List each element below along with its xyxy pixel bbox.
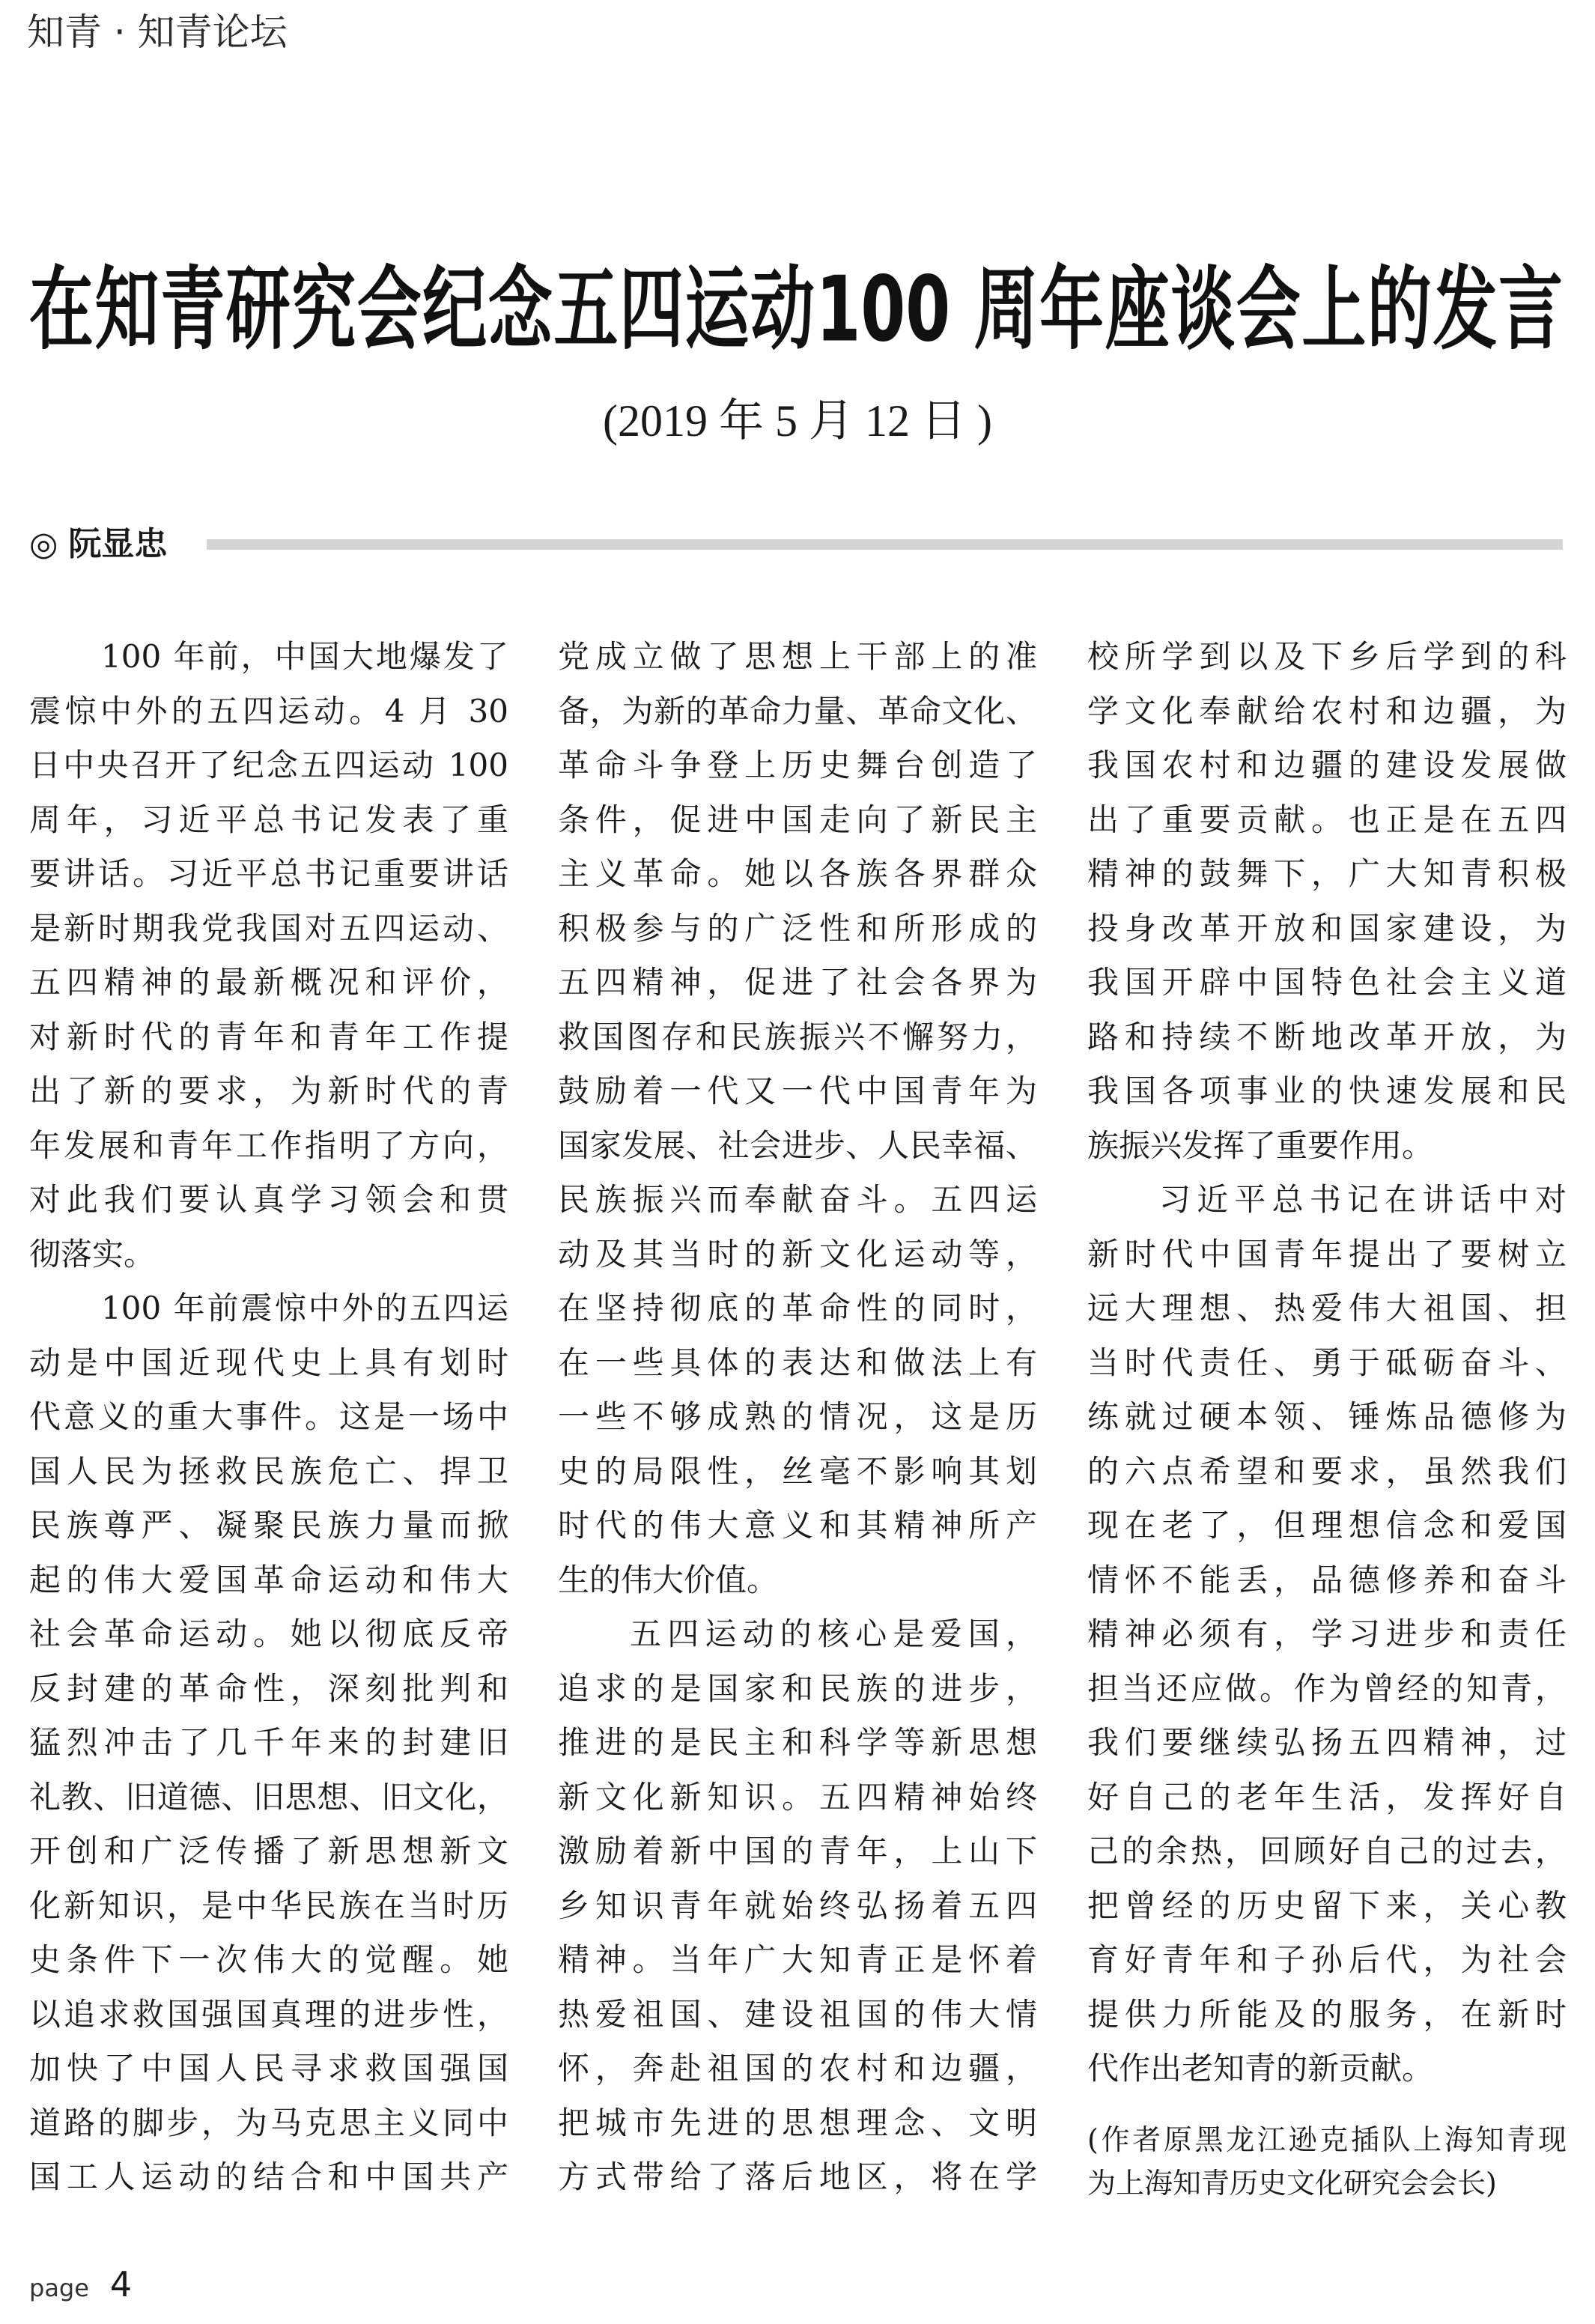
body-line: 以追求救国强国真理的进步性， <box>29 1995 508 2033</box>
body-line: 在一些具体的表达和做法上有 <box>558 1344 1037 1381</box>
body-line: 国工人运动的结合和中国共产 <box>29 2158 508 2195</box>
body-line: 族振兴发挥了重要作用。 <box>1087 1126 1434 1164</box>
body-line: 我国农村和边疆的建设发展做 <box>1087 747 1567 783</box>
body-line: 化新知识，是中华民族在当时历 <box>29 1887 508 1924</box>
body-line: 把曾经的历史留下来，关心教 <box>1087 1887 1567 1924</box>
body-line: 新时代中国青年提出了要树立 <box>1087 1235 1567 1272</box>
body-line: 五四精神的最新概况和评价， <box>29 964 508 1001</box>
body-line: 推进的是民主和科学等新思想 <box>558 1724 1037 1761</box>
body-line: 五四运动的核心是爱国， <box>630 1615 1037 1652</box>
body-line: 条件，促进中国走向了新民主 <box>558 801 1037 838</box>
body-line: 要讲话。习近平总书记重要讲话 <box>29 855 508 892</box>
body-line: 日中央召开了纪念五四运动 100 <box>29 747 508 783</box>
body-line: 时代的伟大意义和其精神所产 <box>558 1507 1037 1544</box>
body-line: 精神必须有，学习进步和责任 <box>1087 1615 1567 1652</box>
author-note-line: (作者原黑龙江逊克插队上海知青现 <box>1087 2123 1567 2156</box>
author-note-line: 为上海知青历史文化研究会会长) <box>1087 2167 1497 2200</box>
body-line: 路和持续不断地改革开放，为 <box>1087 1018 1567 1055</box>
body-line: 彻落实。 <box>29 1235 156 1272</box>
body-line: 追求的是国家和民族的进步， <box>558 1669 1037 1707</box>
body-line: 救国图存和民族振兴不懈努力， <box>558 1018 1037 1055</box>
body-line: 学文化奉献给农村和边疆，为 <box>1087 692 1567 729</box>
body-line: 当时代责任、勇于砥砺奋斗、 <box>1087 1344 1567 1381</box>
body-line: 革命斗争登上历史舞台创造了 <box>558 747 1037 783</box>
byline-mark: ◎ <box>29 525 58 563</box>
body-line: 积极参与的广泛性和所形成的 <box>558 909 1037 947</box>
body-line: 己的余热，回顾好自己的过去， <box>1087 1833 1567 1869</box>
page-footer <box>29 2262 132 2307</box>
body-line: 对此我们要认真学习领会和贯 <box>29 1181 508 1218</box>
body-line: 一些不够成熟的情况，这是历 <box>558 1398 1037 1435</box>
body-line: 乡知识青年就始终弘扬着五四 <box>558 1887 1037 1924</box>
body-line: 动及其当时的新文化运动等， <box>558 1235 1037 1272</box>
body-column-2 <box>558 630 1037 2205</box>
body-line: 代作出老知青的新贡献。 <box>1087 2050 1434 2087</box>
body-line: 热爱祖国、建设祖国的伟大情 <box>558 1995 1037 2033</box>
body-line: 远大理想、热爱伟大祖国、担 <box>1087 1290 1567 1326</box>
body-line: 起的伟大爱国革命运动和伟大 <box>29 1561 508 1598</box>
body-line: 在坚持彻底的革命性的同时， <box>558 1290 1037 1326</box>
body-line: 史条件下一次伟大的觉醒。她 <box>29 1941 508 1978</box>
body-line: 激励着新中国的青年，上山下 <box>558 1833 1037 1869</box>
body-column-1 <box>29 630 508 2205</box>
body-line: 出了新的要求，为新时代的青 <box>29 1073 508 1109</box>
body-line: 社会革命运动。她以彻底反帝 <box>29 1615 508 1652</box>
body-line: 100 年前，中国大地爆发了 <box>101 638 508 675</box>
body-line: 100 年前震惊中外的五四运 <box>101 1290 508 1326</box>
body-line: 把城市先进的思想理念、文明 <box>558 2104 1037 2141</box>
body-line: 动是中国近现代史上具有划时 <box>29 1344 508 1381</box>
body-line: 代意义的重大事件。这是一场中 <box>29 1398 508 1435</box>
body-line: 五四精神，促进了社会各界为 <box>558 964 1037 1001</box>
body-line: 国人民为拯救民族危亡、捍卫 <box>29 1452 508 1490</box>
body-line: 情怀不能丢，品德修养和奋斗 <box>1087 1561 1567 1598</box>
body-line: 我国开辟中国特色社会主义道 <box>1087 964 1567 1001</box>
body-line: 反封建的革命性，深刻批判和 <box>29 1669 508 1707</box>
body-line: 的六点希望和要求，虽然我们 <box>1087 1452 1567 1490</box>
body-line: 备，为新的革命力量、革命文化、 <box>558 692 1037 729</box>
body-line: 主义革命。她以各族各界群众 <box>558 855 1037 892</box>
body-line: 习近平总书记在讲话中对 <box>1159 1181 1567 1218</box>
body-line: 投身改革开放和国家建设，为 <box>1087 909 1567 947</box>
body-line: 我国各项事业的快速发展和民 <box>1087 1073 1567 1109</box>
body-line: 我们要继续弘扬五四精神，过 <box>1087 1724 1567 1761</box>
body-line: 练就过硬本领、锤炼品德修为 <box>1087 1398 1567 1435</box>
section-header: 知青 · 知青论坛 <box>27 10 288 54</box>
body-line: 生的伟大价值。 <box>558 1561 779 1598</box>
body-line: 现在老了，但理想信念和爱国 <box>1087 1507 1567 1544</box>
body-line: 震惊中外的五四运动。4 月 30 <box>29 692 508 729</box>
body-line: 开创和广泛传播了新思想新文 <box>29 1833 508 1869</box>
page-number: 4 <box>109 2264 133 2305</box>
body-line: 史的局限性，丝毫不影响其划 <box>558 1452 1037 1490</box>
body-line: 担当还应做。作为曾经的知青， <box>1087 1669 1567 1707</box>
body-line: 民族尊严、凝聚民族力量而掀 <box>29 1507 508 1544</box>
body-line: 新文化新知识。五四精神始终 <box>558 1778 1037 1815</box>
page-label: page <box>29 2274 89 2302</box>
body-line: 精神。当年广大知青正是怀着 <box>558 1941 1037 1978</box>
author-note <box>1087 2118 1567 2205</box>
body-line: 周年，习近平总书记发表了重 <box>29 801 508 838</box>
body-line: 鼓励着一代又一代中国青年为 <box>558 1073 1037 1109</box>
body-line: 民族振兴而奉献奋斗。五四运 <box>558 1181 1037 1218</box>
byline-rule <box>207 539 1563 550</box>
body-line: 是新时期我党我国对五四运动、 <box>29 909 508 947</box>
article-title: 在知青研究会纪念五四运动100 周年座谈会上的发言 <box>29 258 1563 362</box>
body-line: 加快了中国人民寻求救国强国 <box>29 2050 508 2087</box>
body-column-3 <box>1087 630 1567 2096</box>
body-line: 育好青年和子孙后代，为社会 <box>1087 1941 1567 1978</box>
body-line: 校所学到以及下乡后学到的科 <box>1087 638 1567 675</box>
body-line: 提供力所能及的服务，在新时 <box>1087 1995 1567 2033</box>
body-line: 党成立做了思想上干部上的准 <box>558 638 1037 675</box>
byline <box>29 526 167 563</box>
body-line: 方式带给了落后地区，将在学 <box>558 2158 1037 2195</box>
article-date: (2019 年 5 月 12 日 ) <box>603 396 992 446</box>
body-line: 精神的鼓舞下，广大知青积极 <box>1087 855 1567 892</box>
body-line: 好自己的老年生活，发挥好自 <box>1087 1778 1567 1815</box>
body-line: 对新时代的青年和青年工作提 <box>29 1018 508 1055</box>
body-line: 国家发展、社会进步、人民幸福、 <box>558 1126 1037 1164</box>
body-line: 道路的脚步，为马克思主义同中 <box>29 2104 508 2141</box>
body-line: 出了重要贡献。也正是在五四 <box>1087 801 1567 838</box>
body-line: 年发展和青年工作指明了方向， <box>29 1126 508 1164</box>
author-name: 阮显忠 <box>68 525 168 563</box>
body-line: 猛烈冲击了几千年来的封建旧 <box>29 1724 508 1761</box>
body-line: 礼教、旧道德、旧思想、旧文化， <box>29 1778 508 1815</box>
body-line: 怀，奔赴祖国的农村和边疆， <box>558 2050 1037 2087</box>
